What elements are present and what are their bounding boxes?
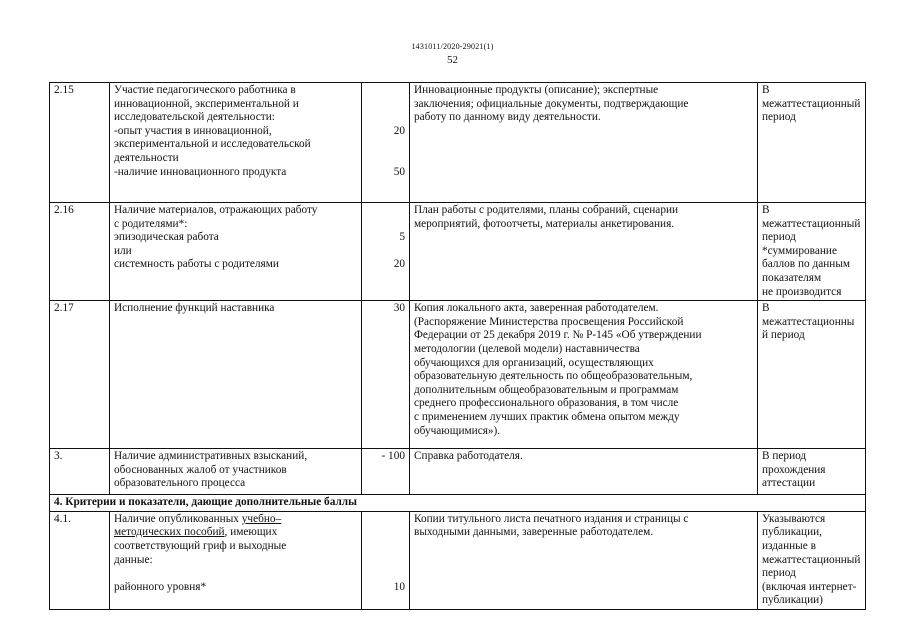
criteria-line: районного уровня* xyxy=(114,580,207,593)
criteria-line xyxy=(114,513,357,527)
period-line: *суммирование xyxy=(762,244,837,257)
criteria-line: Наличие материалов, отражающих работу xyxy=(114,204,318,216)
period-line: период xyxy=(762,111,796,124)
evidence-line: заключения; официальные документы, подтверждающие xyxy=(414,97,689,110)
period-line: изданные в xyxy=(762,539,816,552)
table-row-2-16 xyxy=(50,203,866,301)
period-line: В период xyxy=(762,450,807,463)
criteria-cell xyxy=(110,449,362,495)
criteria-line: эпизодическая работа xyxy=(114,231,219,244)
criteria-line xyxy=(114,526,357,540)
evidence-line: Копия локального акта, заверенная работодателем. xyxy=(414,302,659,315)
points-cell xyxy=(362,203,410,301)
points-value: 30 xyxy=(393,302,405,315)
section-title: 4. Критерии и показатели, дающие дополнительные баллы xyxy=(50,495,866,512)
criteria-line: данные: xyxy=(114,553,153,566)
points-value: 20 xyxy=(393,258,405,271)
criteria-line: системность работы с родителями xyxy=(114,258,279,271)
criteria-cell xyxy=(110,203,362,301)
period-line: межаттестационный xyxy=(762,217,861,230)
evidence-line: Копии титульного листа печатного издания и страницы с xyxy=(414,512,689,525)
points-cell xyxy=(362,511,410,609)
period-cell xyxy=(758,511,866,609)
criteria-line: с родителями*: xyxy=(114,217,188,230)
points-value: 20 xyxy=(393,124,405,137)
evidence-line: образовательную деятельность по общеобразовательным, xyxy=(414,370,693,383)
row-number: 2.17 xyxy=(50,301,110,449)
period-line: й период xyxy=(762,329,805,342)
page-number: 52 xyxy=(447,54,458,66)
criteria-line: исследовательской деятельности: xyxy=(114,111,275,124)
evidence-line: методологии (целевой модели) наставничества xyxy=(414,342,640,355)
evidence-cell xyxy=(410,203,758,301)
period-cell xyxy=(758,203,866,301)
table-row-2-15 xyxy=(50,83,866,203)
period-line: межаттестационны xyxy=(762,315,855,328)
evidence-line: дополнительным общеобразовательным и программам xyxy=(414,383,679,396)
period-line: Указываются xyxy=(762,512,826,525)
period-line: межаттестационный xyxy=(762,97,861,110)
points-value: 50 xyxy=(393,165,405,178)
evidence-line: Справка работодателя. xyxy=(414,450,523,463)
criteria-text: Наличие опубликованных xyxy=(114,512,242,525)
evidence-line: среднего профессионального образования, в том числе xyxy=(414,397,679,410)
table-row-4-1 xyxy=(50,511,866,609)
evidence-line: обучающихся для организаций, осуществляющих xyxy=(414,356,654,369)
criteria-line: деятельности xyxy=(114,151,179,164)
criteria-line: Участие педагогического работника в xyxy=(114,84,296,96)
table-row-3 xyxy=(50,449,866,495)
period-line: показателям xyxy=(762,271,822,284)
criteria-line: обоснованных жалоб от участников xyxy=(114,463,287,476)
period-line: публикации) xyxy=(762,594,823,607)
evidence-line: Федерации от 25 декабря 2019 г. № Р-145 «Об утверждении xyxy=(414,329,702,342)
evidence-cell xyxy=(410,83,758,203)
criteria-line: Наличие административных взысканий, xyxy=(114,450,308,463)
evidence-cell xyxy=(410,301,758,449)
points-value: - 100 xyxy=(381,450,405,463)
criteria-table xyxy=(49,82,866,610)
evidence-line: мероприятий, фотоотчеты, материалы анкетирования. xyxy=(414,217,675,230)
criteria-cell xyxy=(110,83,362,203)
evidence-line: с применением лучших практик обмена опытом между xyxy=(414,410,680,423)
row-number: 3. xyxy=(50,449,110,495)
section-header-row xyxy=(50,495,866,512)
period-cell xyxy=(758,301,866,449)
criteria-line: инновационной, экспериментальной и xyxy=(114,97,299,110)
period-line: прохождения xyxy=(762,463,826,476)
row-number: 2.15 xyxy=(50,83,110,203)
points-cell xyxy=(362,83,410,203)
criteria-line: образовательного процесса xyxy=(114,477,246,490)
criteria-line: -наличие инновационного продукта xyxy=(114,165,287,178)
period-line: баллов по данным xyxy=(762,258,851,271)
criteria-line: или xyxy=(114,244,132,257)
evidence-cell xyxy=(410,511,758,609)
period-line: не производится xyxy=(762,285,842,298)
points-value: 5 xyxy=(399,231,405,244)
evidence-cell xyxy=(410,449,758,495)
period-line: аттестации xyxy=(762,477,816,490)
period-line: период xyxy=(762,567,796,580)
points-cell xyxy=(362,301,410,449)
period-line: период xyxy=(762,231,796,244)
criteria-line: Исполнение функций наставника xyxy=(114,302,275,315)
period-line: В xyxy=(762,84,770,96)
criteria-line: соответствующий гриф и выходные xyxy=(114,539,287,552)
evidence-line: (Распоряжение Министерства просвещения Российской xyxy=(414,315,684,328)
table-row-2-17 xyxy=(50,301,866,449)
document-id: 1431011/2020-29021(1) xyxy=(411,42,494,51)
criteria-underlined-text: методических пособий xyxy=(114,526,225,539)
period-line: В xyxy=(762,204,770,216)
evidence-line: обучающимися»). xyxy=(414,424,501,437)
period-line: межаттестационный xyxy=(762,553,861,566)
row-number: 2.16 xyxy=(50,203,110,301)
period-cell xyxy=(758,449,866,495)
period-line: публикации, xyxy=(762,526,822,539)
points-cell xyxy=(362,449,410,495)
criteria-line: экспериментальной и исследовательской xyxy=(114,138,311,151)
criteria-text: , имеющих xyxy=(224,526,278,539)
row-number: 4.1. xyxy=(50,511,110,609)
evidence-line: выходными данными, заверенные работодателем. xyxy=(414,526,654,539)
criteria-cell xyxy=(110,301,362,449)
period-line: В xyxy=(762,302,770,315)
criteria-cell xyxy=(110,511,362,609)
evidence-line: Инновационные продукты (описание); экспертные xyxy=(414,84,659,96)
points-value: 10 xyxy=(393,580,405,593)
criteria-line: -опыт участия в инновационной, xyxy=(114,124,272,137)
period-line: (включая интернет- xyxy=(762,580,857,593)
evidence-line: работу по данному виду деятельности. xyxy=(414,111,601,124)
evidence-line: План работы с родителями, планы собраний, сценарии xyxy=(414,204,679,216)
criteria-underlined-text: учебно– xyxy=(241,512,282,525)
period-cell xyxy=(758,83,866,203)
